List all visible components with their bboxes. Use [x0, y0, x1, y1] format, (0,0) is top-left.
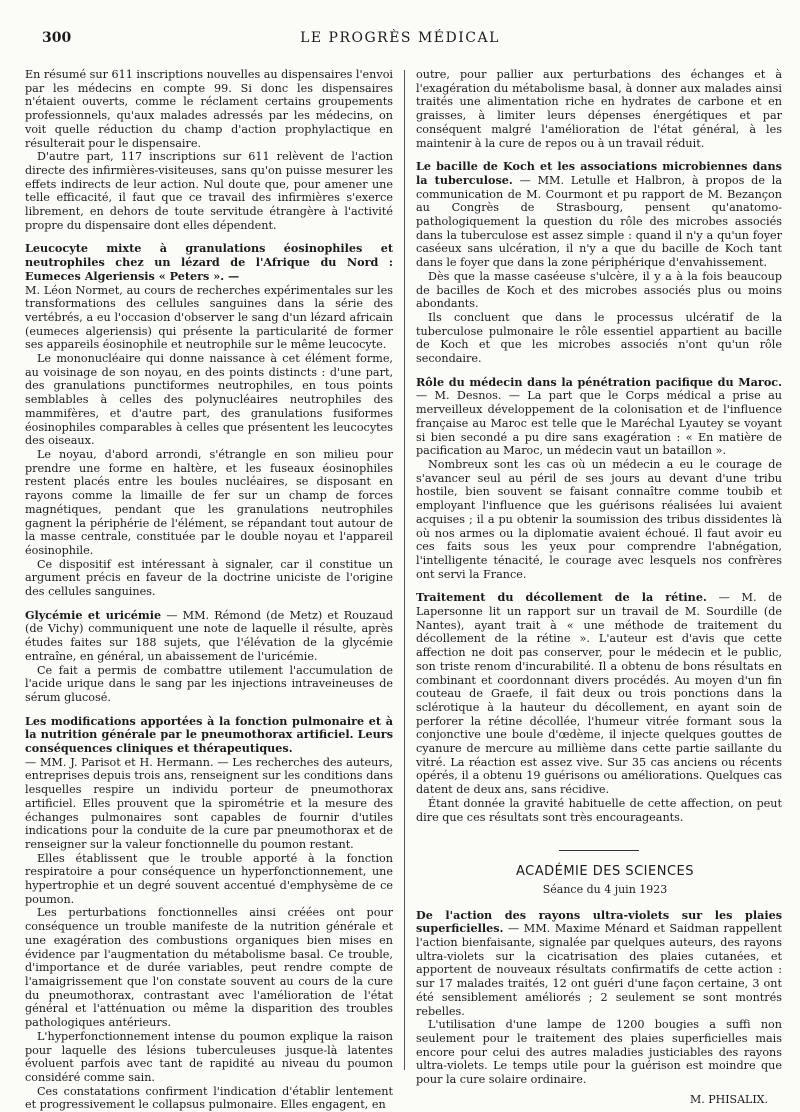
article-paragraph: Ces constatations confirment l'indication d'établir lentement et progressivement le collapsus pulmonaire. Elles engagent, en — [25, 1084, 393, 1112]
article-heading: Glycémie et uricémie — [25, 607, 162, 622]
paragraph-continuation: outre, pour pallier aux perturbations des échanges et à l'exagération du métabolisme basal, à donner aux malades ainsi traités une alimentation riche en hydrates de carbone et en graisses, à limiter leurs dépenses énergétiques et par conséquent malgré l'amélioration de l'état général, à les maintenir à la cure de repos ou à un travail réduit. — [416, 68, 782, 150]
article-glycemie — [25, 609, 393, 705]
session-date: Séance du 4 juin 1923 — [542, 882, 668, 896]
page-number: 300 — [42, 30, 72, 46]
article-paragraph: — MM. Rémond (de Metz) et Rouzaud (de Vichy) communiquent une note de laquelle il résulte, après études faites sur 188 sujets, que l'élévation de la glycémie entraîne, en général, un abaissement de l'uricémie. — [25, 608, 393, 663]
article-paragraph: — MM. J. Parisot et H. Hermann. — Les recherches des auteurs, entreprises depuis trois ans, renseignent sur les conditions dans lesquelles respire un individu porteur de pneumothorax artificiel. Elles prouvent que la spirométrie et la mesure des échanges pulmonaires sont capables de fournir d'utiles indications pour la conduite de la cure par pneumothorax et de renseigner sur la valeur fonctionnelle du poumon restant. — [25, 755, 393, 851]
article-paragraph: Étant donnée la gravité habituelle de cette affection, on peut dire que ces résultats sont très encourageants. — [416, 796, 782, 824]
paragraph-summary: En résumé sur 611 inscriptions nouvelles au dispensaires l'envoi par les médecins en compte 99. Si donc les dispensaires n'étaient ouverts, comme le réclament certains groupements professionnels, qu'aux malades adressés par les médecins, on voit quelle réduction du champ d'action prophylactique en résulterait pour le dispensaire. — [25, 68, 394, 150]
article-heading: Les modifications apportées à la fonction pulmonaire et à la nutrition générale par le pneumothorax artificiel. Leurs conséquences cliniques et thérapeutiques. — [25, 713, 393, 756]
article-paragraph: — MM. Letulle et Halbron, à propos de la communication de M. Courmont et pu rapport de M. Bezançon au Congrès de Strasbourg, pensent qu'anatomo-pathologiquement la question du rôle des microbes associés dans la tuberculose est assez simple : quand il n'y a qu'un foyer caséeux sans ulcération, il n'y a que du bacille de Koch tant dans le foyer que dans la zone périphérique d'envahissement. — [416, 173, 783, 270]
left-column — [25, 68, 394, 1112]
article-koch — [416, 160, 782, 366]
article-heading: Le bacille de Koch et les associations microbiennes dans la tuberculose. — [416, 159, 782, 187]
article-maroc — [416, 376, 782, 582]
article-heading: Leucocyte mixte à granulations éosinophiles et neutrophiles chez un lézard de l'Afrique du Nord : Eumeces Algeriensis « Peters ». — — [25, 241, 393, 283]
right-column — [416, 68, 783, 1106]
article-ultraviolet — [416, 909, 782, 1087]
article-heading: Rôle du médecin dans la pénétration pacifique du Maroc. — [416, 374, 782, 389]
article-paragraph: Elles établissent que le trouble apporté à la fonction respiratoire a pour conséquence un hyperfonctionnement, une hypertrophie et un degré souvent accentué d'emphysème de ce poumon. — [25, 851, 393, 906]
article-paragraph: Ce fait a permis de combattre utilement l'accumulation de l'acide urique dans le sang par les injections intraveineuses de sérum glucosé. — [25, 663, 393, 704]
article-paragraph: — M. de Lapersonne lit un rapport sur un travail de M. Sourdille (de Nantes), ayant trait à « une méthode de traitement du décollement de la rétine ». L'auteur est d'avis que cette affection ne doit pas conserver, pour le médecin et le public, son triste renom d'incurabilité. Il a obtenu de bons résultats en combinant et coordonnant divers procédés. Au moyen d'un fin couteau de Graefe, il fait deux ou trois ponctions dans la sclérotique à la hauteur du décollement, en ayant soin de perforer la rétine décollée, l'humeur vitrée formant sous la conjonctive une boule d'œdème, il injecte quelques gouttes de cyanure de mercure au millième dans cette partie saillante du vitré. La réaction est assez vive. Sur 35 cas anciens ou récents opérés, il a obtenu 19 guérisons ou améliorations. Quelques cas datent de deux ans, sans récidive. — [416, 591, 783, 797]
article-heading: De l'action des rayons ultra-violets sur les plaies superficielles. — [416, 907, 782, 936]
article-paragraph: L'hyperfonctionnement intense du poumon explique la raison pour laquelle des lésions tuberculeuses jusque-là latentes évoluent parfois avec tant de rapidité au niveau du poumon considéré comme sain. — [25, 1029, 393, 1084]
article-paragraph: L'utilisation d'une lampe de 1200 bougies a suffi non seulement pour le traitement des plaies superficielles mais encore pour celui des autres maladies justiciables des rayons ultra-violets. Le temps utile pour la guérison est moindre que pour la cure solaire ordinaire. — [416, 1018, 782, 1087]
article-paragraph: Le mononucléaire qui donne naissance à cet élément forme, au voisinage de son noyau, en des points distincts : d'une part, des granulations punctiformes neutrophiles, en tous points semblables à celles des polynucléaires neutrophiles des mammifères, et d'autre part, des granulations fusiformes éosinophiles comparables à celles que présentent les leucocytes des oiseaux. — [25, 352, 393, 448]
article-paragraph: Ce dispositif est intéressant à signaler, car il constitue un argument précis en faveur de la doctrine uniciste de l'origine des cellules sanguines. — [25, 557, 393, 599]
article-paragraph: Le noyau, d'abord arrondi, s'étrangle en son milieu pour prendre une forme en haltère, et les fuseaux éosinophiles restent placés entre les boules nucléaires, se disposant en rayons comme la limaille de fer sur un champ de forces magnétiques, pendant que les granulations neutrophiles gagnent la périphérie de l'élément, se répandant tout autour de la masse centrale, constituée par le double noyau et l'appareil éosinophile. — [25, 447, 393, 557]
article-paragraph: — MM. Maxime Ménard et Saidman rappellent l'action bienfaisante, signalée par quelques auteurs, des rayons ultra-violets sur la cicatrisation des plaies cutanées, et apportent de nouveaux résultats confirmatifs de cette action : sur 17 malades traités, 12 ont guéri d'une façon certaine, 3 ont été sensiblement améliorés ; 2 seulement se sont montrés rebelles. — [416, 922, 782, 1018]
paragraph-infirmieres: D'autre part, 117 inscriptions sur 611 relèvent de l'action directe des infirmières-visiteuses, sans qu'on puisse mesurer les effets indirects de leur action. Nul doute que, pour amener une telle efficacité, il faut que ce travail des infirmières s'exerce librement, en dehors de toute servitude étrangère à l'activité propre du dispensaire dont elles dépendent. — [25, 150, 393, 232]
article-pneumothorax — [25, 715, 393, 1112]
article-paragraph: Dès que la masse caséeuse s'ulcère, il y a à la fois beaucoup de bacilles de Koch et des microbes associés plus ou moins abondants. — [416, 269, 782, 311]
section-divider — [559, 850, 639, 851]
article-retine — [416, 591, 782, 824]
article-heading: Traitement du décollement de la rétine. — [416, 590, 707, 605]
article-paragraph: Les perturbations fonctionnelles ainsi créées ont pour conséquence un trouble manifeste de la nutrition générale et une exagération des combustions organiques bien mises en évidence par l'augmentation du métabolisme basal. Ce trouble, d'importance et de durée variables, peut rendre compte de l'amaigrissement que l'on constate souvent au cours de la cure du pneumothorax, contrastant avec l'amélioration de l'état général et l'atténuation ou même la disparition des troubles pathologiques antérieurs. — [25, 906, 393, 1030]
journal-title: LE PROGRÈS MÉDICAL — [300, 30, 500, 46]
author-signature: M. PHISALIX. — [689, 1092, 768, 1106]
article-paragraph: Ils concluent que dans le processus ulcératif de la tuberculose pulmonaire le rôle essentiel appartient au bacille de Koch et que les microbes associés n'ont qu'un rôle secondaire. — [416, 310, 782, 366]
article-paragraph: Nombreux sont les cas où un médecin a eu le courage de s'avancer seul au péril de ses jours au devant d'une tribu hostile, bien souvent se faisant connaître comme toubib et employant l'influence que les guérisons réalisées lui avaient acquises ; il a pu obtenir la soumission des tribus dissidentes là où nos armes ou la diplomatie avaient échoué. Il faut avoir eu ces faits sous les yeux pour comprendre l'abnégation, l'intelligente ténacité, le courage avec lesquels nos confrères ont servi la France. — [416, 457, 782, 581]
article-paragraph: M. Léon Normet, au cours de recherches expérimentales sur les transformations des cellules sanguines dans la série des vertébrés, a eu l'occasion d'observer le sang d'un lézard africain (eumeces algeriensis) qui présente la particularité de former ses appareils éosinophile et neutrophile sur le même leucocyte. — [25, 283, 393, 352]
column-rule — [404, 70, 405, 1070]
section-title: ACADÉMIE DES SCIENCES — [515, 864, 694, 880]
article-paragraph: — M. Desnos. — La part que le Corps médical a prise au merveilleux développement de la colonisation et de l'influence française au Maroc est telle que le Maréchal Lyautey se voyant si bien secondé a pu dire sans exagération : « En matière de pacification au Maroc, un médecin vaut un bataillon ». — [416, 389, 782, 458]
article-leucocyte — [25, 242, 393, 598]
